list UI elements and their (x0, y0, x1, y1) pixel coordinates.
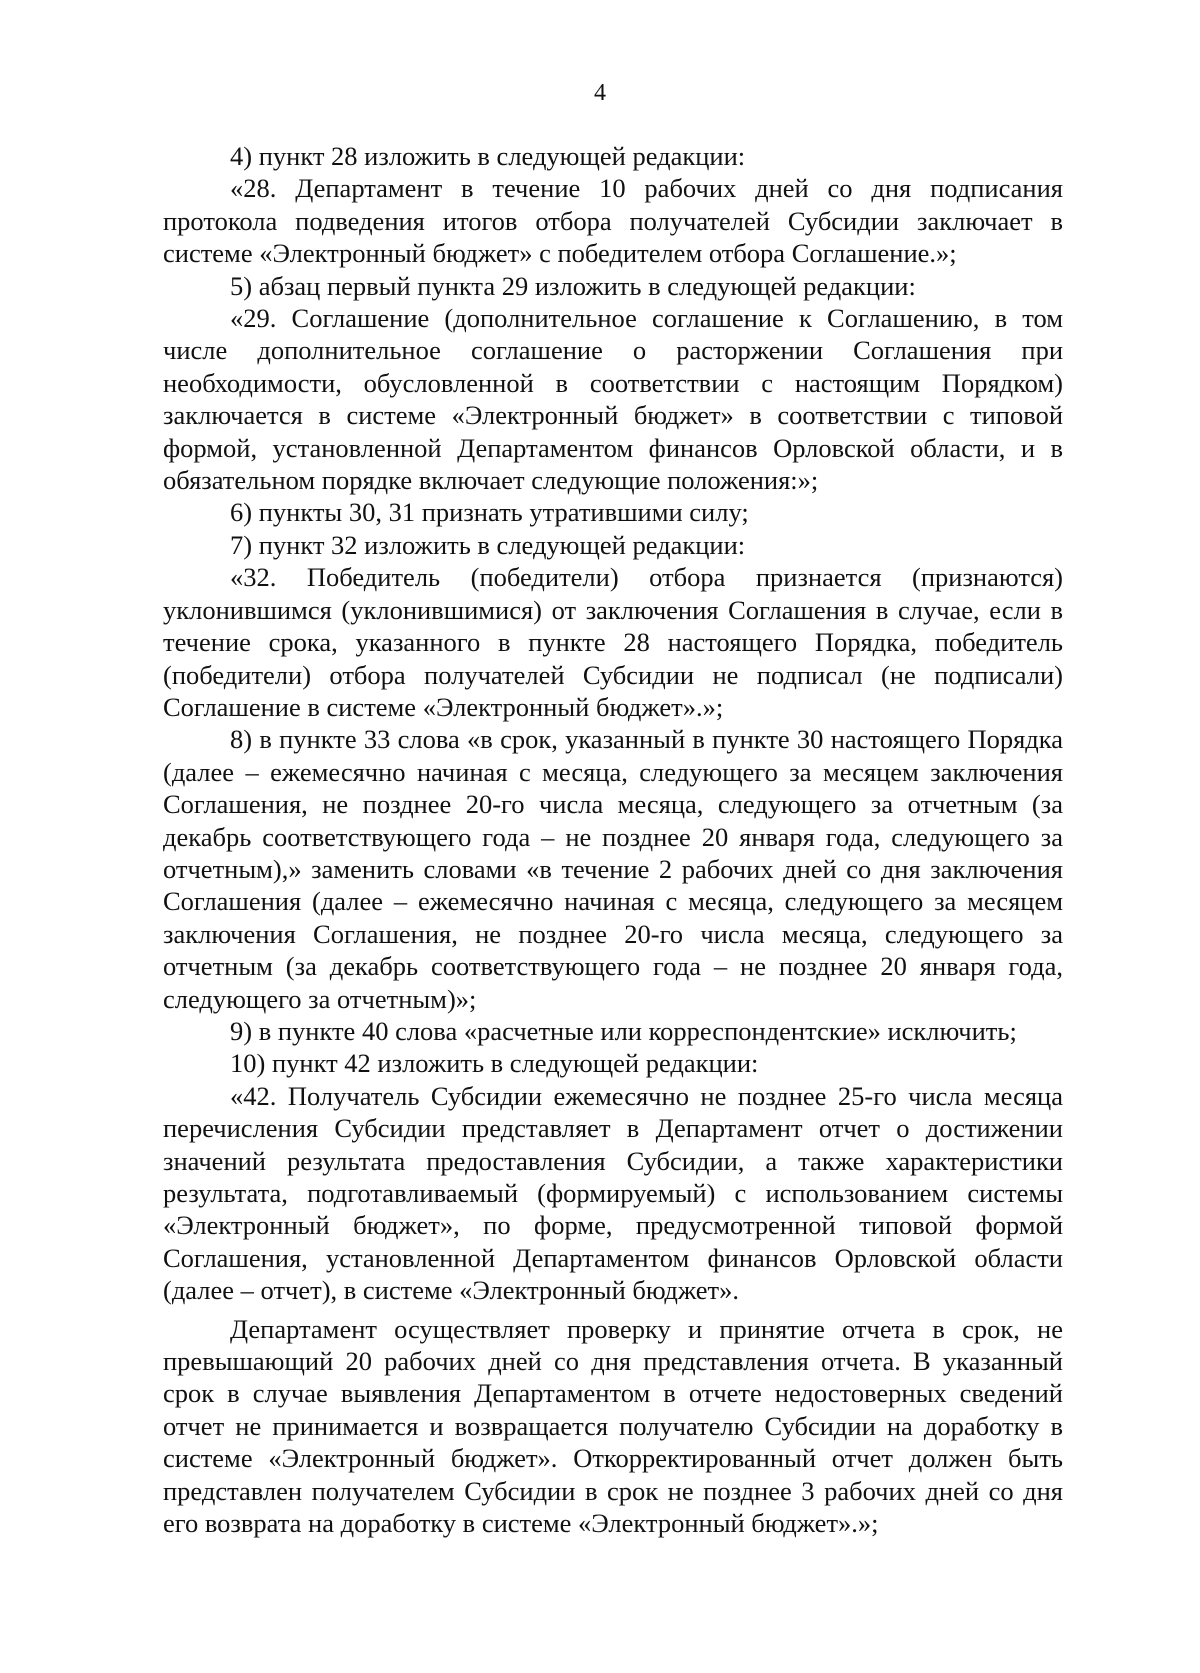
paragraph-item-4: 4) пункт 28 изложить в следующей редакции: (230, 141, 746, 171)
paragraph-point-28-text: «28. Департамент в течение 10 рабочих дней со дня подписания протокола подведения итогов отбора получателей Субсидии заключает в системе «Электронный бюджет» с победителем отбора Соглашение.»; (163, 173, 1063, 269)
paragraph-item-9: 9) в пункте 40 слова «расчетные или корреспондентские» исключить; (230, 1015, 1017, 1046)
document-body (163, 140, 1063, 1539)
paragraph-item-10: 10) пункт 42 изложить в следующей редакции: (230, 1048, 759, 1079)
paragraph-department-check: Департамент осуществляет проверку и принятие отчета в срок, не превышающий 20 рабочих дней со дня представления отчета. В указанный срок в случае выявления Департаментом в отчете недостоверных сведений отчет не принимается и возвращается получателю Субсидии на доработку в системе «Электронный бюджет». Откорректированный отчет должен быть представлен получателем Субсидии в срок не позднее 3 рабочих дней со дня его возврата на доработку в системе «Электронный бюджет».»; (163, 1313, 1063, 1539)
paragraph-item-6: 6) пункты 30, 31 признать утратившими силу; (230, 497, 749, 528)
page-number: 4 (594, 80, 606, 106)
paragraph-point-42-text: «42. Получатель Субсидии ежемесячно не позднее 25-го числа месяца перечисления Субсидии представляет в Департамент отчет о достижении значений результата предоставления Субсидии, а также характеристики результата, подготавливаемый (формируемый) с использованием системы «Электронный бюджет», по форме, предусмотренной типовой формой Соглашения, установленной Департаментом финансов Орловской области (далее – отчет), в системе «Электронный бюджет». (163, 1080, 1063, 1306)
paragraph-item-7: 7) пункт 32 изложить в следующей редакции: (230, 529, 746, 560)
paragraph-point-32-text: «32. Победитель (победители) отбора признается (признаются) уклонившимся (уклонившимися) от заключения Соглашения в случае, если в течение срока, указанного в пункте 28 настоящего Порядка, победитель (победители) отбора получателей Субсидии не подписал (не подписали) Соглашение в системе «Электронный бюджет».»; (163, 562, 1063, 722)
paragraph-item-8: 8) в пункте 33 слова «в срок, указанный в пункте 30 настоящего Порядка (далее – ежемесячно начиная с месяца, следующего за месяцем заключения Соглашения, не позднее 20-го числа месяца, следующего за отчетным (за декабрь соответствующего года – не позднее 20 января года, следующего за отчетным),» заменить словами «в течение 2 рабочих дней со дня заключения Соглашения (далее – ежемесячно начиная с месяца, следующего за месяцем заключения Соглашения, не позднее 20-го числа месяца, следующего за отчетным (за декабрь соответствующего года – не позднее 20 января года, следующего за отчетным)»; (163, 724, 1063, 1014)
paragraph-item-5: 5) абзац первый пункта 29 изложить в следующей редакции: (230, 270, 916, 301)
paragraph-point-29-text: «29. Соглашение (дополнительное соглашение к Соглашению, в том числе дополнительное соглашение о расторжении Соглашения при необходимости, обусловленной в соответствии с настоящим Порядком) заключается в системе «Электронный бюджет» в соответствии с типовой формой, установленной Департаментом финансов Орловской области, и в обязательном порядке включает следующие положения:»; (163, 303, 1063, 496)
